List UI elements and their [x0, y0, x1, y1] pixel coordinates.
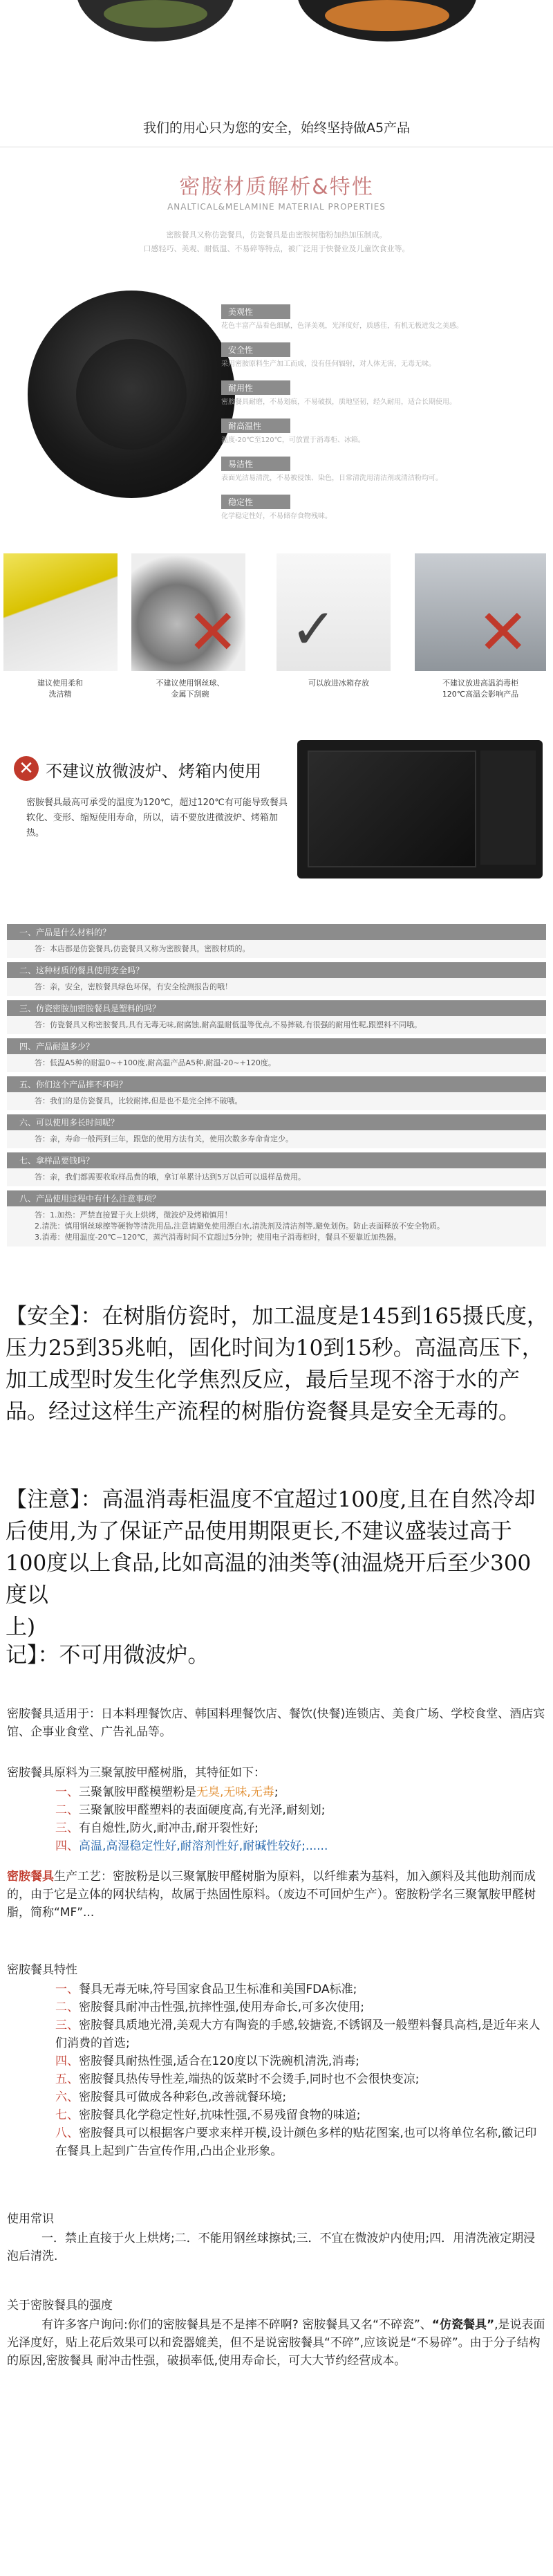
- faq-answer: [7, 1206, 546, 1246]
- faq-answer-line: 3.消毒：使用温度-20℃~120℃，蒸汽消毒时间不宜超过5分钟；使用电子消毒柜时，餐具不要靠近加热器。: [35, 1233, 402, 1242]
- section-subtitle: ANALTICAL&MELAMINE MATERIAL PROPERTIES: [167, 202, 386, 212]
- caption-line: 不建议放进高温消毒柜: [442, 679, 518, 688]
- caption-line: 120℃高温会影响产品: [442, 690, 519, 699]
- faq-answer: 答：低温A5种的耐温0~+100度,耐高温产品A5种,耐温-20~+120度。: [7, 1054, 546, 1072]
- photo-dish-soap: [3, 553, 118, 671]
- section-title: 密胺材质解析&特性: [179, 175, 374, 199]
- prop-item: 二、密胺餐具耐冲击性强,抗摔性强,使用寿命长,可多次使用;: [55, 2000, 364, 2014]
- faq-answer: 答：我们的是仿瓷餐具，比较耐摔,但是也不是完全摔不破哦。: [7, 1092, 546, 1110]
- material-item: 四、高温,高湿稳定性好,耐溶剂性好,耐碱性较好;......: [55, 1839, 328, 1853]
- faq-question: 二、这种材质的餐具使用安全吗？: [7, 962, 546, 978]
- notice-paragraph: [6, 1484, 552, 1643]
- process-lead: 密胺餐具: [7, 1870, 54, 1884]
- feature-tag: 美观性: [221, 304, 290, 319]
- faq-answer-line: 2.清洗：慎用钢丝球擦等硬物等清洗用品,注意请避免使用漂白水,清洗剂及清洁剂等,避免划伤。防止表面释放不安全物质。: [35, 1222, 444, 1231]
- safety-text: 在树脂仿瓷时，加工温度是145到165摄氏度，压力25到35兆帕，固化时间为10到15秒。高温高压下，加工成型时发生化学焦烈反应，最后呈现不溶于水的产品。经过这样生产流程的树脂仿瓷餐具是安全无毒的。: [6, 1304, 548, 1424]
- faq-answer: 答：亲，寿命一般两到三年，跟您的使用方法有关，使用次数多寿命肯定少。: [7, 1130, 546, 1148]
- feature-safety: [221, 342, 546, 369]
- prohibit-icon: ✕: [14, 756, 39, 781]
- tagline: 我们的用心只为您的安全，始终坚持做A5产品: [142, 120, 411, 136]
- material-item: 一、三聚氰胺甲醛模塑粉是无臭,无味,无毒;: [55, 1785, 279, 1799]
- safety-label: 【安全】：: [6, 1304, 102, 1329]
- prop-item: 四、密胺餐具耐热性强,适合在120度以下洗碗机清洗,消毒;: [55, 2054, 359, 2068]
- notice-tail: 上): [6, 1614, 36, 1639]
- feature-durability: [221, 380, 546, 407]
- remember-text: 不可用微波炉。: [59, 1643, 209, 1668]
- material-intro: 密胺餐具原料为三聚氰胺甲醛树脂，其特征如下：: [7, 1766, 265, 1780]
- feature-tag: 耐用性: [221, 380, 290, 395]
- feature-tag: 耐高温性: [221, 418, 290, 433]
- caption-fridge: [273, 678, 404, 689]
- faq-answer: 答：本店都是仿瓷餐具,仿瓷餐具又称为密胺餐具，密胺材质的。: [7, 940, 546, 958]
- faq-answer-line: 答：1.加热：严禁直接置于火上烘烤，微波炉及烤箱慎用！: [35, 1211, 232, 1220]
- notice-text: 高温消毒柜温度不宜超过100度,且在自然冷却后使用,为了保证产品使用期限更长,不建议盛装过高于100度以上食品,比如高温的油类等(油温烧开后至少300度以: [6, 1487, 536, 1608]
- faq-question: 五、你们这个产品摔不坏吗？: [7, 1076, 546, 1092]
- section-intro: [83, 228, 470, 256]
- prop-item: 一、餐具无毒无味,符号国家食品卫生标准和美国FDA标准;: [55, 1982, 357, 1996]
- material-item: 二、三聚氰胺甲醛塑料的表面硬度高,有光泽,耐刻划;: [55, 1803, 326, 1817]
- prop-item: 七、密胺餐具化学稳定性好,抗味性强,不易残留食物的味道;: [55, 2108, 361, 2122]
- strength-title: 关于密胺餐具的强度: [7, 2299, 113, 2312]
- faq-answer: 答：亲，我们都需要收取样品费的哦，拿订单累计达到5万以后可以退样品费用。: [7, 1168, 546, 1186]
- props-title: 密胺餐具特性: [7, 1963, 77, 1977]
- prop-item: 三、密胺餐具质地光滑,美观大方有陶瓷的手感,较搪瓷,不锈钢及一般塑料餐具高档,是近年来人们消费的首选;: [55, 2018, 541, 2050]
- plate-center: [76, 339, 187, 450]
- remember-label: 记】：: [6, 1643, 59, 1668]
- microwave-door: [308, 751, 476, 867]
- feature-desc: 化学稳定性好，不易储存食物残味。: [221, 513, 332, 520]
- microwave-panel: [480, 751, 536, 865]
- microwave-warning-title: 不建议放微波炉、烤箱内使用: [46, 762, 261, 781]
- faq-answer: 答：亲，安全，密胺餐具绿色环保，有安全检测报告的哦！: [7, 978, 546, 996]
- vegetable-food: [104, 0, 207, 28]
- photo-fridge: [276, 553, 391, 671]
- process-paragraph: [7, 1868, 546, 1922]
- check-icon: ✓: [290, 597, 337, 661]
- caption-line: 洗洁精: [48, 690, 72, 699]
- feature-desc: 表面光洁易清洗，不易被侵蚀、染色，日常清洗用清洁剂或清洁粉均可。: [221, 475, 442, 482]
- prop-item: 八、密胺餐具可以根据客户要求来样开模,设计颜色多样的贴花图案,也可以将单位名称,徽记印在餐具上起到广告宣传作用,凸出企业形象。: [55, 2126, 537, 2158]
- faq-question: 六、可以使用多长时间呢？: [7, 1114, 546, 1130]
- feature-tag: 安全性: [221, 342, 290, 357]
- photo-sterilizer: [415, 553, 546, 671]
- safety-paragraph: [6, 1300, 552, 1428]
- prop-item: 六、密胺餐具可做成各种彩色,改善就餐环境;: [55, 2090, 287, 2104]
- top-food-photo: [0, 0, 553, 83]
- usage-paragraph: 密胺餐具适用于：日本料理餐饮店、韩国料理餐饮店、餐饮(快餐)连锁店、美食广场、学校食堂、酒店宾馆、企事业食堂、广告礼品等。: [7, 1707, 545, 1739]
- caption-line: 金属下刮碗: [171, 690, 209, 699]
- photo-steel-wool: [131, 553, 245, 671]
- caption-dish-soap: [0, 678, 126, 700]
- feature-tag: 稳定性: [221, 495, 290, 509]
- feature-tag: 易洁性: [221, 457, 290, 471]
- microwave-warning-text: 密胺餐具最高可承受的温度为120℃，超过120℃有可能导致餐具软化、变形、缩短使用寿命，所以，请不要放进微波炉、烤箱加热。: [26, 798, 288, 838]
- feature-desc: 密胺餐具耐磨，不易划痕，不易破损，质地坚韧，经久耐用，适合长期使用。: [221, 398, 456, 406]
- feature-desc: 花色丰富产品看色细腻，色泽美观，光泽度好，质感佳，有机无极迸发之美感。: [221, 322, 463, 330]
- feature-heat-resistance: [221, 418, 546, 445]
- feature-desc: 温度-20℃至120℃，可放置于消毒柜、冰箱。: [221, 436, 365, 444]
- remember-paragraph: [6, 1639, 552, 1671]
- material-list: [7, 1783, 546, 1855]
- feature-stability: [221, 495, 546, 522]
- feature-desc: 采用密胺原料生产加工而成，没有任何辐射，对人体无害，无毒无味。: [221, 360, 435, 368]
- prop-item: 五、密胺餐具热传导性差,端热的饭菜时不会烫手,同时也不会很快变凉;: [55, 2072, 420, 2086]
- caption-sterilizer: [415, 678, 546, 700]
- material-item: 三、有自熄性,防火,耐冲击,耐开裂性好;: [55, 1821, 259, 1835]
- faq-question: 七、拿样品要钱吗？: [7, 1152, 546, 1168]
- strength-text: 有许多客户询问:你们的密胺餐具是不是摔不碎啊? 密胺餐具又名“不碎瓷”、“仿瓷餐具”,是说表面光泽度好，贴上花后效果可以和瓷器媲美，但不是说密胺餐具“不碎”,应该说是“不易碎”。由于分子结构的原因,密胺餐具 耐冲击性强，破损率低,使用寿命长，可大大节约经营成本。: [7, 2318, 545, 2368]
- faq-question: 一、产品是什么材料的？: [7, 924, 546, 940]
- props-list: [7, 1980, 546, 2160]
- faq-section: [7, 920, 546, 1246]
- notice-label: 【注意】：: [6, 1487, 102, 1512]
- cross-icon: ✕: [477, 596, 529, 669]
- faq-answer: 答：仿瓷餐具又称密胺餐具,具有无毒无味,耐腐蚀,耐高温耐低温等优点,不易摔破,有很强的耐用性呢,跟塑料不同哦。: [7, 1016, 546, 1034]
- caption-line: 建议使用柔和: [37, 679, 83, 688]
- faq-question: 八、产品使用过程中有什么注意事项？: [7, 1190, 546, 1206]
- tips-title: 使用常识: [7, 2212, 54, 2226]
- faq-question: 三、仿瓷密胺加密胺餐具是塑料的吗？: [7, 1000, 546, 1016]
- caption-steel-wool: [124, 678, 256, 700]
- intro-line-2: 口感轻巧、美观、耐低温、不易碎等特点，被广泛用于快餐业及儿童饮食业等。: [143, 244, 410, 253]
- faq-question: 四、产品耐温多少？: [7, 1038, 546, 1054]
- feature-easy-clean: [221, 457, 546, 484]
- intro-line-1: 密胺餐具又称仿瓷餐具，仿瓷餐具是由密胺树脂粉加热加压制成。: [166, 230, 387, 239]
- caption-line: 可以放进冰箱存放: [308, 679, 369, 688]
- cross-icon: ✕: [187, 596, 239, 669]
- process-text: 生产工艺：密胺粉是以三聚氰胺甲醛树脂为原料，以纤维素为基料，加入颜料及其他助剂而成的，由于它是立体的网状结构，故属于热固性原料。（废边不可回炉生产）。密胺粉学名三聚氰胺甲醛树脂，简称“MF”...: [7, 1870, 536, 1920]
- caption-line: 不建议使用钢丝球、: [156, 679, 225, 688]
- feature-aesthetic: [221, 304, 546, 331]
- fried-food: [325, 0, 449, 31]
- tips-text: 一．禁止直接于火上烘烤;二．不能用钢丝球擦拭;三．不宜在微波炉内使用;四．用清洗液定期浸泡后清洗.: [7, 2232, 536, 2263]
